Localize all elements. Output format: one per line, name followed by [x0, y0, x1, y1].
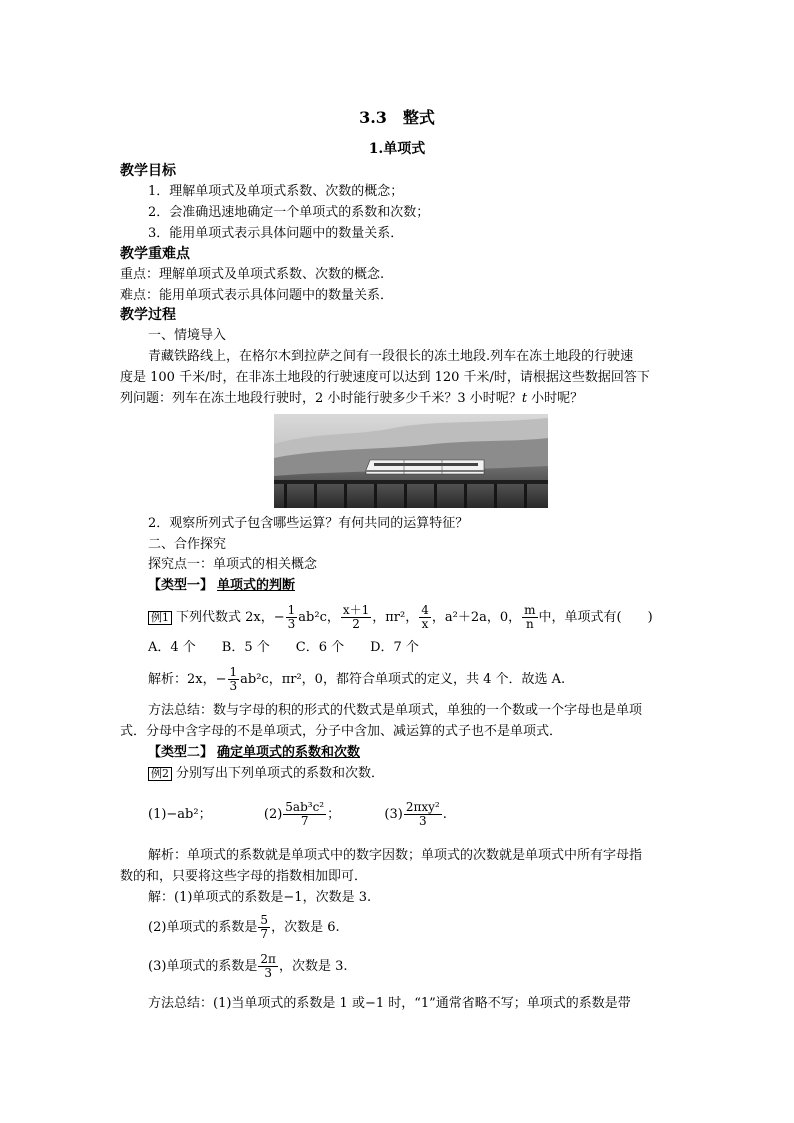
section-1-heading: 一、情境导入 — [148, 328, 227, 343]
type-2-summary: 方法总结：(1)当单项式的系数是 1 或−1 时，“1”通常省略不写；单项式的系数是带 — [148, 996, 631, 1011]
example-1-badge: 例1 — [148, 611, 172, 625]
intro-paragraph-line1: 青藏铁路线上，在格尔木到拉萨之间有一段很长的冻土地段.列车在冻土地段的行驶速 — [148, 349, 634, 364]
type-1-heading: 【类型一】 单项式的判断 — [148, 578, 296, 593]
explore-point-1: 探究点一：单项式的相关概念 — [148, 557, 318, 572]
example-2-analysis-line2: 数的和，只要将这些字母的指数相加即可． — [120, 869, 368, 884]
goal-item-2: 2．会准确迅速地确定一个单项式的系数和次数； — [148, 205, 430, 220]
intro-paragraph-line2: 度是 100 千米/时，在非冻土地段的行驶速度可以达到 120 千米/时，请根据这些数据回答下 — [120, 370, 650, 385]
goal-item-1: 1．理解单项式及单项式系数、次数的概念； — [148, 184, 404, 199]
page-title: 3.3 整式 — [359, 108, 435, 127]
example-1-options: A．4 个 B．5 个 C．6 个 D．7 个 — [148, 640, 419, 655]
key-point: 重点：理解单项式及单项式系数、次数的概念. — [120, 267, 385, 282]
goal-item-3: 3．能用单项式表示具体问题中的数量关系． — [148, 226, 404, 241]
example-2-answer-1: 解：(1)单项式的系数是−1，次数是 3. — [148, 890, 372, 905]
example-2-answer-3: (3)单项式的系数是 $\frac{2\pi}{3}$ ，次数是 3. — [148, 952, 348, 980]
example-1-question: 例1 下列代数式 2x，− $\frac{1}{3}$ ab²c， $\frac{x+1}{2}$ ，πr²， $\frac{4}{x}$ ，a²＋2a，0， $\frac{m}{n}$ 中，单项式有( ) — [148, 604, 653, 632]
example-2-answer-2: (2)单项式的系数是 $\frac{5}{7}$ ，次数是 6. — [148, 913, 340, 941]
intro-paragraph-line3: 列问题：列车在冻土地段行驶时，2 小时能行驶多少千米？3 小时呢？t 小时呢？ — [120, 391, 584, 406]
example-2-expressions: (1)−ab²； (2) $\frac{\text{5ab³c²}}{7}$ ； (3) $\frac{\text{2πxy²}}{3}$ . — [148, 800, 447, 828]
process-heading: 教学过程 — [120, 307, 176, 323]
keypoints-heading: 教学重难点 — [120, 246, 190, 262]
example-1-solution: 解析：2x，− $\frac{1}{3}$ ab²c，πr²，0，都符合单项式的定义，共 4 个．故选 A. — [148, 665, 566, 693]
section-subtitle: 1.单项式 — [368, 141, 426, 157]
type-1-summary-line2: 式．分母中含字母的不是单项式，分子中含加、减运算的式子也不是单项式． — [120, 724, 563, 739]
train-on-railway-photo — [274, 414, 548, 508]
type-2-heading: 【类型二】 确定单项式的系数和次数 — [148, 745, 361, 760]
example-2-analysis-line1: 解析：单项式的系数就是单项式中的数字因数；单项式的次数就是单项式中所有字母指 — [148, 848, 643, 863]
section-2-heading: 二、合作探究 — [148, 537, 227, 552]
goals-heading: 教学目标 — [120, 163, 176, 179]
example-2-question: 例2 分别写出下列单项式的系数和次数． — [148, 766, 384, 782]
example-2-badge: 例2 — [148, 767, 172, 781]
type-1-summary-line1: 方法总结：数与字母的积的形式的代数式是单项式，单独的一个数或一个字母也是单项 — [148, 703, 643, 718]
question-2: 2．观察所列式子包含哪些运算？有何共同的运算特征？ — [148, 516, 469, 531]
difficult-point: 难点：能用单项式表示具体问题中的数量关系． — [120, 288, 394, 303]
